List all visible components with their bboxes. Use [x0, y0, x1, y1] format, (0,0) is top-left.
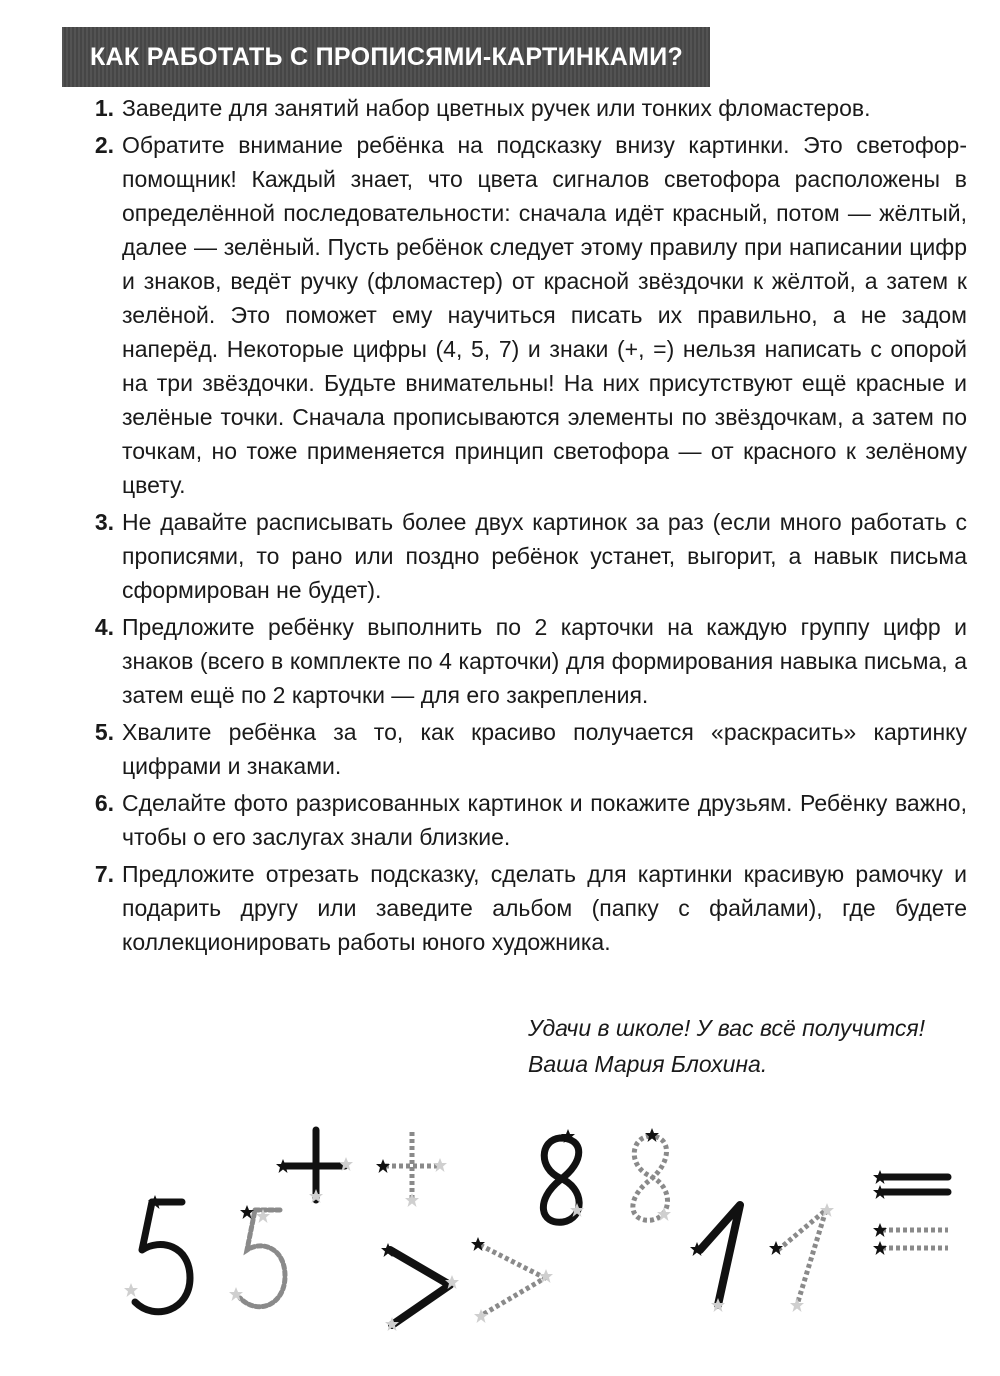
list-item — [0, 610, 1000, 712]
signature-line-author: Ваша Мария Блохина. — [528, 1051, 768, 1077]
item-number: 4. — [94, 614, 114, 640]
item-number: 2. — [94, 132, 114, 158]
digit-5-dashed — [229, 1205, 285, 1307]
signature-block — [528, 1010, 925, 1082]
item-number: 3. — [94, 509, 114, 535]
greater-than-dashed — [471, 1237, 553, 1323]
header-banner — [62, 27, 710, 87]
item-text: Сделайте фото разрисованных картинок и покажите друзьям. Ребёнку важно, чтобы о его заслугах знали близкие. — [122, 790, 967, 850]
item-number: 7. — [94, 861, 114, 887]
list-item — [0, 91, 1000, 125]
item-text: Предложите отрезать подсказку, сделать для картинки красивую рамочку и подарить другу или заведите альбом (папку с файлами), где будете коллекционировать работы юного художника. — [122, 861, 967, 955]
instructions-list — [0, 91, 1000, 962]
item-text: Обратите внимание ребёнка на подсказку внизу картинки. Это светофор-помощник! Каждый знает, что цвета сигналов светофора расположены в определённой последовательности: сначала идёт красный, потом — жёлтый, далее — зелёный. Пусть ребёнок следует этому правилу при написании цифр и знаков, ведёт ручку (фломастер) от красной звёздочки к жёлтой, а затем к зелёной. Это поможет ему научиться писать их правильно, а не задом наперёд. Некоторые цифры (4, 5, 7) и знаки (+, =) нельзя написать с опорой на три звёздочки. Будьте внимательны! На них присутствуют ещё красные и зелёные точки. Сначала прописываются элементы по звёздочкам, а затем по точкам, но тоже применяется принцип светофора — от красного к зелёному цвету. — [122, 132, 967, 498]
page-title: КАК РАБОТАТЬ С ПРОПИСЯМИ-КАРТИНКАМИ? — [90, 42, 684, 71]
equals-sign-dashed — [873, 1223, 948, 1255]
list-item — [0, 128, 1000, 502]
digit-1-solid — [690, 1205, 740, 1312]
item-number: 6. — [94, 790, 114, 816]
digit-1-dashed — [769, 1203, 834, 1312]
equals-sign-solid — [873, 1170, 948, 1199]
list-item — [0, 786, 1000, 854]
list-item — [0, 857, 1000, 959]
digit-5-solid — [124, 1195, 190, 1312]
writing-practice-illustration — [0, 1110, 1000, 1376]
plus-sign-dashed — [376, 1132, 447, 1207]
list-item — [0, 505, 1000, 607]
item-text: Заведите для занятий набор цветных ручек или тонких фломастеров. — [122, 95, 871, 121]
digit-8-dashed — [633, 1128, 671, 1221]
item-text: Хвалите ребёнка за то, как красиво получается «раскрасить» картинку цифрами и знаками. — [122, 719, 967, 779]
item-number: 1. — [94, 95, 114, 121]
greater-than-solid — [381, 1243, 459, 1331]
item-text: Не давайте расписывать более двух картинок за раз (если много работать с прописями, то рано или поздно ребёнок устанет, выгорит, а навык письма сформирован не будет). — [122, 509, 967, 603]
plus-sign-solid — [276, 1130, 353, 1203]
digit-8-solid — [543, 1129, 584, 1222]
signature-line-wish: Удачи в школе! У вас всё получится! — [528, 1015, 926, 1041]
item-text: Предложите ребёнку выполнить по 2 карточки на каждую группу цифр и знаков (всего в комплекте по 4 карточки) для формирования навыка письма, а затем ещё по 2 карточки — для его закрепления. — [122, 614, 967, 708]
item-number: 5. — [94, 719, 114, 745]
list-item — [0, 715, 1000, 783]
